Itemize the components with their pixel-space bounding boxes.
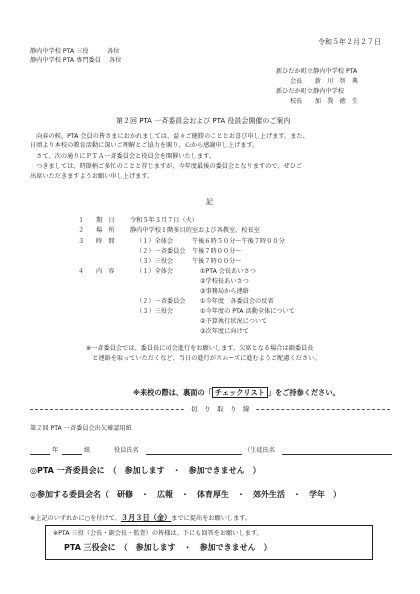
officer-name-blank[interactable] <box>146 454 242 455</box>
content-row-4-session: （２）一斉委員会 <box>136 298 186 305</box>
officers-meeting-question[interactable]: PTA 三役会に （ 参加します ・ 参加できません ） <box>64 543 272 552</box>
checklist-notice-post: 」をご持参ください。 <box>267 388 340 397</box>
item-3-number: ３ <box>78 238 85 245</box>
note-line-1: ※一斉委員会では、委員長に司会進行をお願いします。欠席となる場合は副委員長 <box>86 345 314 352</box>
sender-school: 新ひだか町立静内中学校 <box>276 88 345 95</box>
student-name-label: （生徒氏名 <box>244 447 275 454</box>
time-row-3-session: （３）三役会 <box>136 258 174 265</box>
content-row-1-detail: ①PTA 会長あいさつ <box>200 268 256 275</box>
cut-line-label: 切 り 取 り 線 <box>185 404 256 413</box>
sender-principal: 校長 加 我 徳 生 <box>290 98 359 105</box>
checklist-notice-pre: ※来校の際は、裏面の「 <box>133 388 212 397</box>
item-1-label: 期 日 <box>96 217 115 224</box>
date: 令和５年２月２７日 <box>318 38 381 46</box>
page-title: 第２回 PTA 一斉委員会および PTA 役員会開催のご案内 <box>116 117 291 125</box>
content-row-4-detail: ①今年度 各委員会の反省 <box>200 298 274 305</box>
sender-pta-school: 新ひだか町立静内中学校 PTA <box>276 68 358 75</box>
note-line-2: と連絡を取っていただくなど、当日の進行がスムーズに進むようご配慮ください。 <box>86 355 321 362</box>
checklist-notice <box>133 388 340 398</box>
class-label: 組 <box>84 447 91 454</box>
item-2-value: 静内中学校１階多目的室および各教室、校長室 <box>130 227 260 234</box>
content-row-3-detail: ③事務局から連絡 <box>200 288 249 295</box>
body-line-3: さて、次の通りにＰＴＡ一斉委員会と役員会を開催いたします。 <box>30 153 216 160</box>
body-line-2: 日頃より本校の教育活動に深いご理解とご協力を賜り、心から感謝申し上げます。 <box>30 142 259 149</box>
recipient-line-2: 静内中学校 PTA 専門委員 各位 <box>30 57 122 64</box>
ki-heading: 記 <box>206 198 213 206</box>
content-row-5-session: （３）三役会 <box>136 308 174 315</box>
time-row-2-time: 午後７時００分～ <box>192 248 242 255</box>
deadline-pre: ※上記のいずれかに○を付けて、 <box>30 515 121 522</box>
recipient-line-1: 静内中学校 PTA 三役 各位 <box>30 48 120 55</box>
sender-pta-president: 会長 新 川 智 典 <box>290 78 359 85</box>
officers-box <box>45 525 373 560</box>
content-row-6-detail: ②予算執行状況について <box>200 318 268 325</box>
officers-box-note: ※PTA 三役（会長・副会長・監査）の皆様は、下にも回答をお願いします。 <box>53 530 263 537</box>
content-row-7-detail: ③次年度に向けて <box>200 328 249 335</box>
deadline-date: ３月３日（金） <box>120 513 172 522</box>
grade-blank[interactable] <box>30 454 50 455</box>
time-row-1-session: （１）全体会 <box>136 238 174 245</box>
officer-name-label: 役員氏名 <box>114 447 139 454</box>
item-4-label: 内 容 <box>96 268 115 275</box>
item-1-number: １ <box>78 217 85 224</box>
attendance-question[interactable]: ◎PTA 一斉委員会に （ 参加します ・ 参加できません ） <box>30 466 261 475</box>
item-3-label: 時 間 <box>96 238 115 245</box>
item-4-number: ４ <box>78 268 85 275</box>
body-line-4: つきましては、時節柄ご多忙のことと存じますが、今年度最後の委員会となりますので、ぜひご <box>30 163 303 170</box>
class-blank[interactable] <box>62 454 82 455</box>
item-2-label: 場 所 <box>96 227 115 234</box>
checklist-label: チェックリスト <box>212 387 268 398</box>
item-1-value: 令和５年３月７日（火） <box>130 217 199 224</box>
grade-label: 年 <box>52 447 59 454</box>
content-row-2-detail: ②学校長あいさつ <box>200 278 249 285</box>
deadline-post: までに提出をお願いします。 <box>171 515 252 522</box>
item-2-number: ２ <box>78 227 85 234</box>
body-line-1: 向春の候、PTA 会員の皆さまにおかれましては、益々ご健勝のこととお喜び申し上げます。また、 <box>30 133 309 140</box>
student-name-blank[interactable] <box>282 454 392 455</box>
time-row-3-time: 午後７時００分～ <box>192 258 242 265</box>
content-row-1-session: （１）全体会 <box>136 268 174 275</box>
form-title: 第２回 PTA 一斉委員会出欠確認用紙 <box>30 425 132 432</box>
time-row-1-time: 午後６時５０分～午後７時００分 <box>192 238 285 245</box>
content-row-5-detail: ①今年度の PTA 活動全体について <box>200 308 295 315</box>
time-row-2-session: （２）一斉委員会 <box>136 248 186 255</box>
committee-question[interactable]: ◎参加する委員会名（ 研修 ・ 広報 ・ 体育厚生 ・ 郊外生活 ・ 学年 ） <box>30 490 341 499</box>
body-line-5: 出席いただきますようお願い申し上げます。 <box>30 173 154 180</box>
deadline-note <box>30 514 251 523</box>
